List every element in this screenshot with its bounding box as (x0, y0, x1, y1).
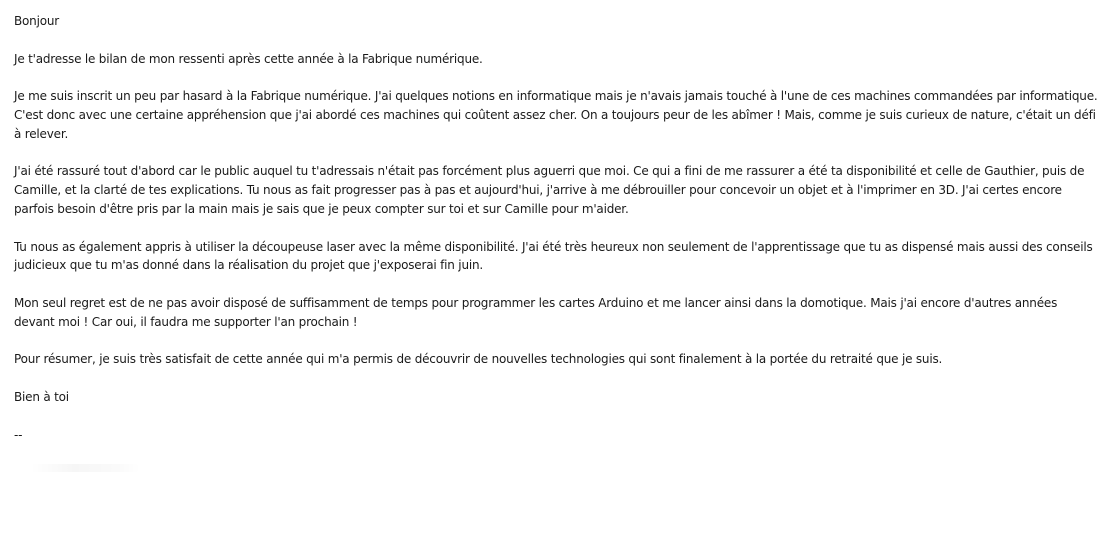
email-paragraph: Tu nous as également appris à utiliser la découpeuse laser avec la même disponibilité. J'ai été très heureux non seulement de l'apprentissage que tu as dispensé mais aussi des conseils judicieux que tu m'as donné dans la réalisation du projet que j'exposerai fin juin. (14, 239, 1093, 273)
email-paragraph: Je me suis inscrit un peu par hasard à la Fabrique numérique. J'ai quelques notions en informatique mais je n'avais jamais touché à l'une de ces machines commandées par informatique. C'est donc avec une certaine appréhension que j'ai abordé ces machines qui coûtent assez cher. On a toujours peur de les abîmer ! Mais, comme je suis curieux de nature, c'était un défi à relever. (14, 89, 1098, 141)
email-paragraph: Mon seul regret est de ne pas avoir disposé de suffisamment de temps pour programmer les cartes Arduino et me lancer ainsi dans la domotique. Mais j'ai encore d'autres années devant moi ! Car oui, il faudra me supporter l'an prochain ! (14, 295, 1058, 329)
email-paragraph: Je t'adresse le bilan de mon ressenti après cette année à la Fabrique numérique. (14, 51, 483, 66)
email-body (14, 12, 1099, 444)
email-closing: Bien à toi (14, 389, 69, 404)
redacted-signature (30, 464, 140, 472)
email-greeting: Bonjour (14, 14, 59, 28)
signature-separator: -- (14, 427, 23, 442)
email-paragraph: J'ai été rassuré tout d'abord car le public auquel tu t'adressais n'était pas forcément plus aguerri que moi. Ce qui a fini de me rassurer a été ta disponibilité et celle de Gauthier, puis de Camille, et la clarté de tes explications. Tu nous as fait progresser pas à pas et aujourd'hui, j'arrive à me débrouiller pour concevoir un objet et à l'imprimer en 3D. J'ai certes encore parfois besoin d'être pris par la main mais je sais que je peux compter sur toi et sur Camille pour m'aider. (14, 164, 1085, 216)
email-paragraph: Pour résumer, je suis très satisfait de cette année qui m'a permis de découvrir de nouvelles technologies qui sont finalement à la portée du retraité que je suis. (14, 352, 943, 367)
